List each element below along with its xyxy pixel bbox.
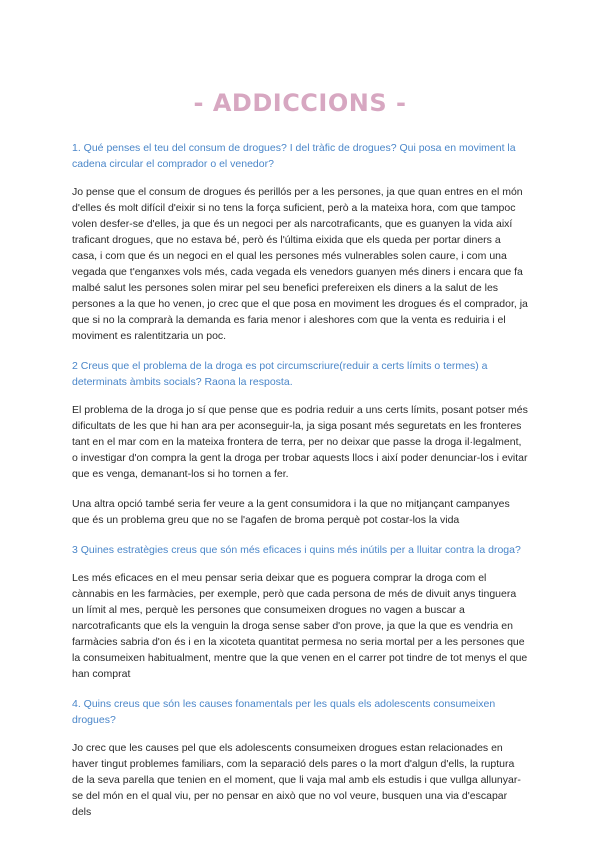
answer-3: Les més eficaces en el meu pensar seria deixar que es poguera comprar la droga com el cànnabis en les farmàcies, per exemple, però que cada persona de més de divuit anys tinguera un límit al mes, perquè les persones que consumeixen drogues no vagen a buscar a narcotraficants que els la venguin la droga sense saber d'on prove, ja que la que es vendria en farmàcies sabria d'on és i en la xicoteta quantitat permesa no seria mortal per a les persones que la consumeixen habitualment, mentre que la que venen en el carrer pot tindre de tot menys el que han comprat xyxy=(72,572,528,680)
page-title: - ADDICCIONS - xyxy=(193,89,407,117)
question-2: 2 Creus que el problema de la droga es pot circumscriure(reduir a certs límits o termes) a determinats àmbits socials? Raona la resposta. xyxy=(72,360,488,388)
answer-4: Jo crec que les causes pel que els adolescents consumeixen drogues estan relacionades en haver tingut problemes familiars, com la separació dels pares o la mort d'algun d'ells, la ruptura de la seva parella que tenien en el moment, que li vaja mal amb els estudis i que vullga allunyar-se del món en el qual viu, per no pensar en això que no vol veure, busquen una via d'escapar dels xyxy=(72,742,521,818)
answer-2-paragraph-2: Una altra opció també seria fer veure a la gent consumidora i la que no mitjançant campanyes que és un problema greu que no se l'agafen de broma perquè pot costar-los la vida xyxy=(72,498,510,526)
question-1: 1. Qué penses el teu del consum de drogues? I del tràfic de drogues? Qui posa en moviment la cadena circular el comprador o el venedor? xyxy=(72,142,516,170)
answer-1: Jo pense que el consum de drogues és perillós per a les persones, ja que quan entres en el món d'elles és molt difícil d'eixir si no tens la força suficient, però a la mateixa hora, com que tampoc volen desfer-se d'elles, ja que és un negoci per als narcotraficants, que es guanyen la vida així traficant drogues, que no estava bé, però és l'última eixida que els queda per portar diners a casa, i com que és un negoci en el qual les persones més vulnerables solen caure, i com una vegada que t'enganxes vols més, cada vegada els venedors guanyen més diners i encara que fa malbé salut les persones solen mirar pel seu benefici prefereixen els diners a la salut de les persones a la que ho venen, jo crec que el que posa en moviment les drogues és el comprador, ja que si no la comprarà la demanda es faria menor i aleshores com que la venta es reduiria i el moviment es ralentitzaria un poc. xyxy=(72,186,528,342)
question-4: 4. Quins creus que són les causes fonamentals per les quals els adolescents consumeixen drogues? xyxy=(72,698,496,726)
question-3: 3 Quines estratègies creus que són més eficaces i quins més inútils per a lluitar contra la droga? xyxy=(72,544,521,556)
answer-2-paragraph-1: El problema de la droga jo sí que pense que es podria reduir a uns certs límits, posant potser més dificultats de les que hi han ara per aconseguir-la, ja siga posant més seguretats en les fronteres tant en el mar com en la mateixa frontera de terra, per no deixar que passe la droga il·legalment, o investigar d'on compra la gent la droga per trobar aquests llocs i així poder denunciar-los i evitar que es venga, demanant-los si ho tornen a fer. xyxy=(72,404,528,480)
